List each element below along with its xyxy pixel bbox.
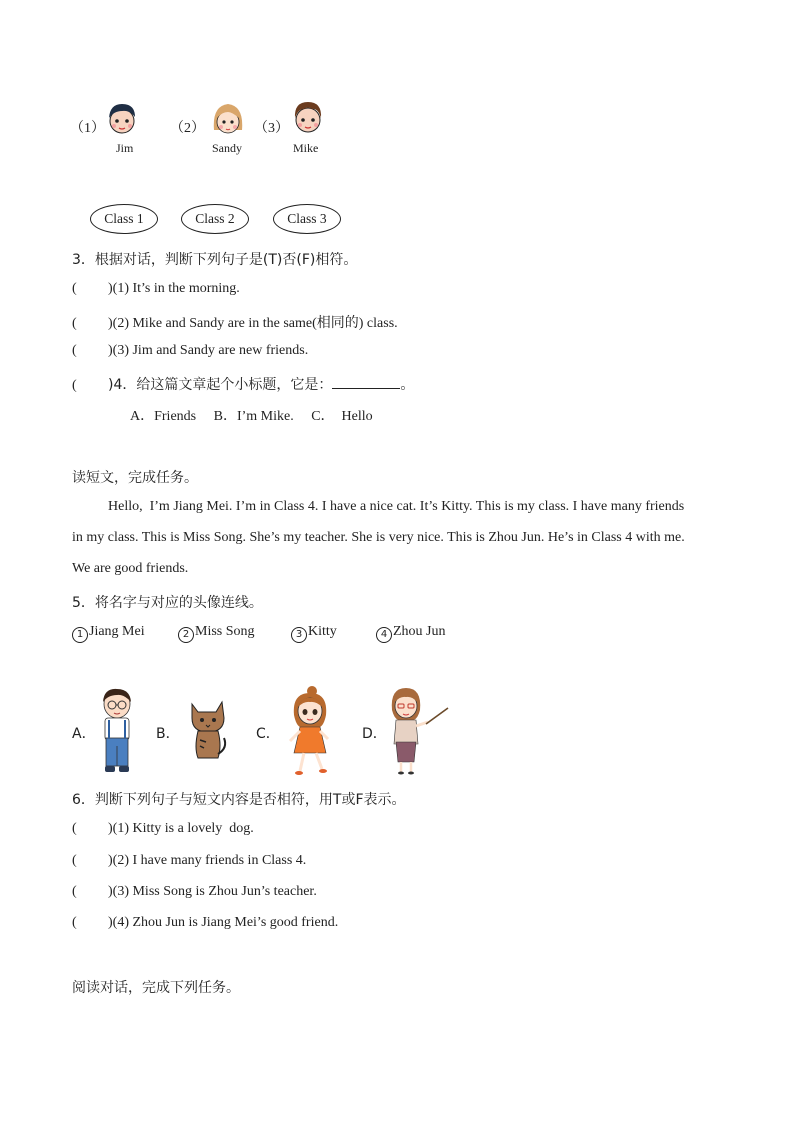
reading-instruction: 读短文，完成任务。 [72, 470, 198, 486]
mike-avatar [290, 99, 326, 135]
answer-blank[interactable]: ( [72, 853, 77, 868]
q6-item-2-text: )(2) I have many friends in Class 4. [108, 853, 307, 868]
q5-name-4-text: Zhou Jun [393, 624, 446, 639]
class-2-oval [181, 204, 249, 234]
answer-blank[interactable]: ( [72, 378, 77, 393]
boy-picture [94, 686, 140, 776]
q4-question [72, 374, 414, 394]
item-1-label: （1） [70, 121, 105, 136]
q6-item-3 [72, 884, 317, 900]
number-circle: 4 [376, 627, 392, 643]
q5-name-2 [178, 624, 255, 643]
answer-blank[interactable]: ( [72, 281, 77, 296]
q4-suffix: 。 [400, 377, 415, 393]
final-instruction: 阅读对话，完成下列任务。 [72, 980, 240, 996]
passage-line-1: Hello, I’m Jiang Mei. I’m in Class 4. I have a nice cat. It’s Kitty. This is my class. I have many friends [108, 499, 685, 514]
picture-label-c: C． [256, 726, 280, 742]
q6-item-3-text: )(3) Miss Song is Zhou Jun’s teacher. [108, 884, 317, 899]
answer-blank[interactable]: ( [72, 915, 77, 930]
q6-title: 6．判断下列句子与短文内容是否相符，用T或F表示。 [72, 792, 406, 808]
q3-item-1-text: )(1) It’s in the morning. [108, 281, 240, 296]
q3-item-1 [72, 281, 240, 297]
class-2-label: Class 2 [195, 211, 235, 226]
q4-fill-blank[interactable] [332, 376, 400, 389]
passage-line-2: in my class. This is Miss Song. She’s my teacher. She is very nice. This is Zhou Jun. He’s in Class 4 with me. [72, 530, 685, 545]
name-mike: Mike [293, 141, 319, 155]
picture-label-d: D． [362, 726, 387, 742]
answer-blank[interactable]: ( [72, 821, 77, 836]
q6-item-1 [72, 821, 254, 837]
q4-options: A．Friends B．I’m Mike. C． Hello [130, 409, 373, 424]
picture-label-a: A． [72, 726, 96, 742]
answer-blank[interactable]: ( [72, 316, 77, 331]
class-3-label: Class 3 [287, 211, 327, 226]
class-1-label: Class 1 [104, 211, 144, 226]
item-2-label: （2） [170, 121, 205, 136]
sandy-avatar [210, 100, 246, 138]
passage-line-3: We are good friends. [72, 561, 189, 576]
q6-item-4-text: )(4) Zhou Jun is Jiang Mei’s good friend. [108, 915, 339, 930]
class-3-oval [273, 204, 341, 234]
q5-title: 5．将名字与对应的头像连线。 [72, 595, 263, 611]
q6-item-1-text: )(1) Kitty is a lovely dog. [108, 821, 254, 836]
class-1-oval [90, 204, 158, 234]
jim-avatar [104, 100, 140, 136]
q3-item-2-text: )(2) Mike and Sandy are in the same(相同的) class. [108, 316, 398, 331]
cat-picture [186, 698, 230, 762]
q5-name-2-text: Miss Song [195, 624, 255, 639]
number-circle: 3 [291, 627, 307, 643]
q6-item-2 [72, 853, 306, 869]
q6-item-4 [72, 915, 338, 931]
q5-name-3 [291, 624, 337, 643]
q4-prefix: )4．给这篇文章起个小标题，它是： [108, 377, 333, 393]
q5-name-1-text: Jiang Mei [89, 624, 145, 639]
q5-name-1 [72, 624, 145, 643]
answer-blank[interactable]: ( [72, 343, 77, 358]
teacher-picture [388, 684, 450, 776]
q5-name-3-text: Kitty [308, 624, 337, 639]
name-sandy: Sandy [212, 141, 242, 155]
number-circle: 2 [178, 627, 194, 643]
answer-blank[interactable]: ( [72, 884, 77, 899]
number-circle: 1 [72, 627, 88, 643]
girl-picture [286, 685, 334, 777]
q3-item-3-text: )(3) Jim and Sandy are new friends. [108, 343, 309, 358]
q3-item-2 [72, 312, 398, 332]
q3-item-3 [72, 343, 308, 359]
item-3-label: （3） [254, 121, 289, 136]
q5-name-4 [376, 624, 446, 643]
picture-label-b: B． [156, 726, 180, 742]
q3-title: 3．根据对话，判断下列句子是(T)否(F)相符。 [72, 252, 358, 268]
name-jim: Jim [116, 141, 134, 155]
